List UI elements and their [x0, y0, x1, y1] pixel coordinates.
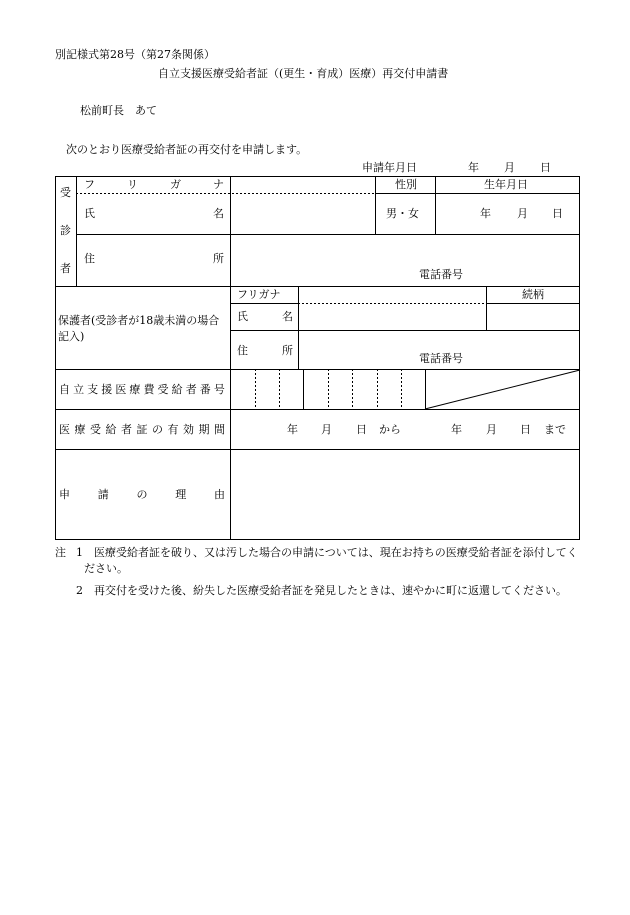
validity-to-label: まで	[544, 423, 566, 436]
intro-text: 次のとおり医療受給者証の再交付を申請します。	[66, 143, 308, 156]
patient-address-label: 住 所	[84, 252, 224, 265]
relationship-label: 続柄	[522, 288, 544, 301]
guardian-address-field[interactable]	[300, 332, 578, 352]
validity-from-label: から	[379, 423, 401, 436]
note-1-number: 1	[76, 546, 83, 559]
reason-label: 申 請 の 理 由	[59, 488, 225, 501]
guardian-address-label: 住 所	[237, 344, 293, 357]
relationship-field[interactable]	[488, 305, 578, 329]
validity-to-month: 月	[486, 423, 497, 436]
reason-field[interactable]	[232, 451, 578, 537]
validity-from-month: 月	[321, 423, 332, 436]
patient-phone-label: 電話番号	[419, 268, 463, 281]
recipient-number-label: 自 立 支 援 医 療 費 受 給 者 番 号	[59, 383, 225, 396]
birthdate-label: 生年月日	[484, 178, 528, 191]
validity-period-label: 医 療 受 給 者 証 の 有 効 期 間	[59, 423, 225, 436]
validity-to-day: 日	[520, 423, 531, 436]
notes-prefix: 注	[55, 546, 66, 559]
guardian-name-label: 氏 名	[237, 310, 293, 323]
birth-month: 月	[517, 207, 528, 220]
recipient-number-field[interactable]	[232, 371, 424, 407]
guardian-furigana-field[interactable]	[300, 288, 484, 302]
gender-options[interactable]: 男・女	[386, 207, 419, 220]
patient-furigana-label: フ リ ガ ナ	[84, 178, 224, 191]
birth-day: 日	[552, 207, 563, 220]
patient-section-char-2: 診	[60, 224, 71, 237]
birth-year: 年	[480, 207, 491, 220]
patient-name-field[interactable]	[232, 196, 374, 232]
note-1-text: 医療受給者証を破り、又は汚した場合の申請については、現在お持ちの医療受給者証を添付してください。	[84, 546, 578, 575]
recipient-diagonal	[425, 370, 580, 409]
validity-to-year: 年	[451, 423, 462, 436]
gender-label: 性別	[395, 178, 417, 191]
guardian-furigana-label: フリガナ	[237, 288, 281, 301]
patient-name-label: 氏 名	[84, 207, 224, 220]
guardian-section-label: 保護者(受診者が18歳未満の場合記入)	[58, 314, 220, 343]
patient-furigana-field[interactable]	[232, 178, 374, 192]
note-2-number: 2	[76, 584, 83, 597]
guardian-phone-label: 電話番号	[419, 352, 463, 365]
apply-date-month: 月	[504, 161, 515, 174]
validity-from-year: 年	[287, 423, 298, 436]
addressee: 松前町長 あて	[80, 104, 157, 117]
patient-section-char-1: 受	[60, 186, 71, 199]
apply-date-day: 日	[540, 161, 551, 174]
apply-date-year: 年	[468, 161, 479, 174]
validity-from-day: 日	[356, 423, 367, 436]
note-2-text: 再交付を受けた後、紛失した医療受給者証を発見したときは、速やかに町に返還してください。	[94, 584, 567, 597]
guardian-name-field[interactable]	[300, 305, 484, 329]
form-title: 自立支援医療受給者証（(更生・育成）医療）再交付申請書	[158, 67, 449, 80]
patient-address-field[interactable]	[232, 237, 578, 267]
patient-section-char-3: 者	[60, 262, 71, 275]
apply-date-label: 申請年月日	[362, 161, 417, 174]
form-number: 別記様式第28号（第27条関係）	[55, 48, 215, 61]
